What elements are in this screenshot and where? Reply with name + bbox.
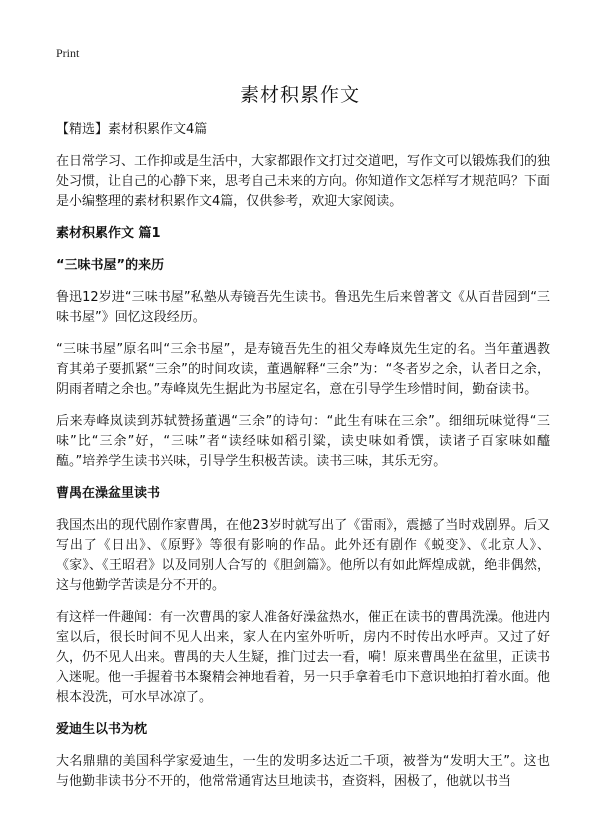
story-heading-edison: 爱迪生以书为枕: [56, 722, 148, 737]
story-heading-sanwei: “三味书屋”的来历: [56, 258, 165, 273]
paragraph: 有这样一件趣闻：有一次曹禺的家人准备好澡盆热水，催正在读书的曹禺洗澡。他进内室以后，很长时间不见人出来，家人在内室外听听，房内不时传出水呼声。又过了好久，仍不见人出来。曹禺的夫人生疑，推门过去一看，嗬！原来曹禺坐在盆里，正读书入迷呢。他一手握着书本聚精会神地看着，另一只手拿着毛巾下意识地拍打着水面。他根本没洗，可水早冰凉了。: [56, 610, 551, 705]
paragraph: 后来寿峰岚读到苏轼赞扬董遇“三余”的诗句：“此生有味在三余”。细细玩味觉得“三味”比“三余”好，“三味”者“读经味如稻引粱，读史味如肴馔，读诸子百家味如醯醢。”培养学生读书兴味，引导学生积极苦读。读书三味，其乐无穷。: [56, 414, 550, 469]
print-link[interactable]: Print: [56, 46, 80, 60]
section-heading: 素材积累作文 篇1: [56, 226, 161, 241]
paragraph: “三味书屋”原名叫“三余书屋”，是寿镜吾先生的祖父寿峰岚先生定的名。当年董遇教育其弟子要抓紧“三余”的时间攻读，董遇解释“三余”为：“冬者岁之余，认者日之余，阴雨者晴之余也。”寿峰岚先生据此为书屋定名，意在引导学生珍惜时间，勤奋读书。: [56, 342, 550, 397]
paragraph: 我国杰出的现代剧作家曹禺，在他23岁时就写出了《雷雨》，震撼了当时戏剧界。后又写出了《日出》、《原野》等很有影响的作品。此外还有剧作《蜕变》、《北京人》、《家》、《王昭君》以及同别人合写的《胆剑篇》。他所以有如此辉煌成就，绝非偶然，这与他勤学苦读是分不开的。: [56, 518, 550, 593]
article-body: [56, 120, 550, 804]
article-subtitle: 【精选】素材积累作文4篇: [56, 122, 208, 137]
intro-paragraph: 在日常学习、工作抑或是生活中，大家都跟作文打过交道吧，写作文可以锻炼我们的独处习惯，让自己的心静下来，思考自己未来的方向。你知道作文怎样写才规范吗？下面是小编整理的素材积累作文4篇，仅供参考，欢迎大家阅读。: [56, 154, 551, 209]
page-title: 素材积累作文: [239, 84, 360, 106]
paragraph: 大名鼎鼎的美国科学家爱迪生，一生的发明多达近二千项，被誉为“发明大王”。这也与他勤非读书分不开的，他常常通宵达旦地读书，查资料，困极了，他就以书当: [56, 754, 550, 789]
story-heading-caoyu: 曹禺在澡盆里读书: [56, 486, 161, 501]
paragraph: 鲁迅12岁进“三味书屋”私塾从寿镜吾先生读书。鲁迅先生后来曾著文《从百昔园到“三味书屋”》回忆这段经历。: [56, 290, 550, 325]
